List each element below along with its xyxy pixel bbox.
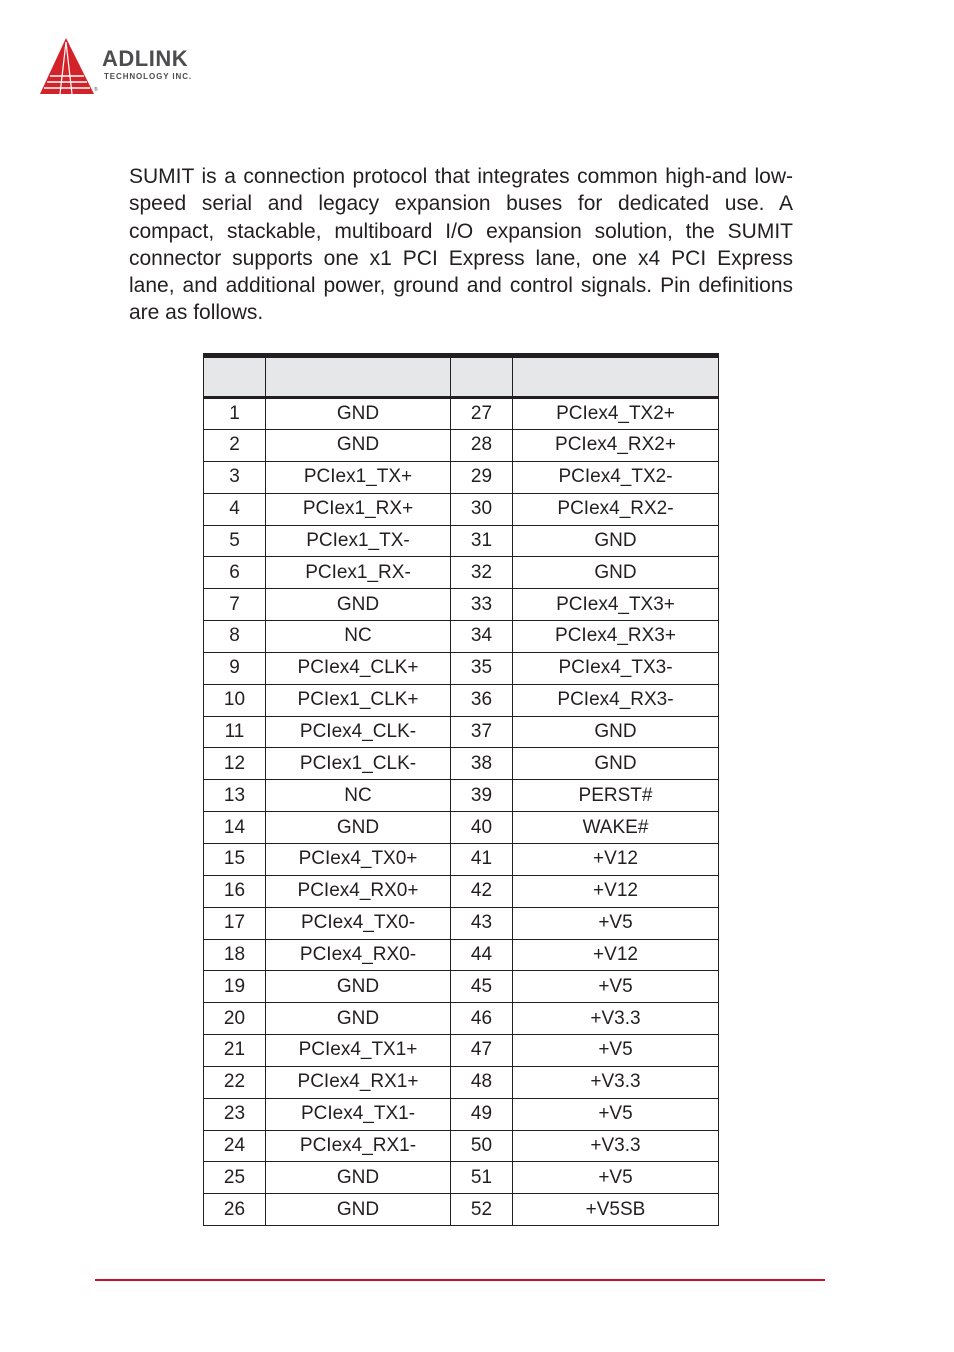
cell-pin-right: 28 [451,430,513,462]
cell-signal-right: +V12 [513,875,719,907]
table-row [204,652,719,684]
table-body [204,398,719,1226]
cell-pin-right: 27 [451,398,513,430]
cell-signal-left: PCIex4_CLK- [266,716,451,748]
table-row [204,875,719,907]
cell-signal-left: PCIex1_RX+ [266,493,451,525]
cell-signal-right: PCIex4_TX2+ [513,398,719,430]
header-signal-1 [266,356,451,398]
table-row [204,684,719,716]
table-row [204,1098,719,1130]
table-row [204,461,719,493]
registered-mark: ® [94,87,98,93]
table-row [204,971,719,1003]
cell-pin-left: 24 [204,1130,266,1162]
cell-signal-right: +V3.3 [513,1003,719,1035]
cell-signal-right: GND [513,557,719,589]
cell-signal-left: PCIex1_TX+ [266,461,451,493]
cell-signal-right: PCIex4_RX2+ [513,430,719,462]
cell-pin-right: 32 [451,557,513,589]
cell-pin-left: 19 [204,971,266,1003]
table-row [204,939,719,971]
cell-signal-right: GND [513,748,719,780]
adlink-logo [38,36,238,100]
cell-pin-right: 50 [451,1130,513,1162]
cell-signal-left: GND [266,1194,451,1226]
cell-signal-right: +V12 [513,843,719,875]
cell-pin-right: 29 [451,461,513,493]
cell-pin-left: 17 [204,907,266,939]
cell-signal-right: +V5 [513,1035,719,1067]
cell-pin-right: 47 [451,1035,513,1067]
table-row [204,557,719,589]
cell-pin-left: 23 [204,1098,266,1130]
cell-pin-left: 22 [204,1066,266,1098]
table-row [204,780,719,812]
cell-signal-left: GND [266,589,451,621]
table-row [204,1066,719,1098]
cell-pin-left: 26 [204,1194,266,1226]
cell-pin-right: 40 [451,812,513,844]
table-row [204,1035,719,1067]
cell-signal-right: +V5 [513,971,719,1003]
cell-signal-left: GND [266,1003,451,1035]
cell-pin-right: 48 [451,1066,513,1098]
cell-pin-right: 37 [451,716,513,748]
cell-signal-right: PCIex4_RX3- [513,684,719,716]
table-row [204,525,719,557]
cell-signal-left: PCIex4_TX0+ [266,843,451,875]
cell-signal-left: PCIex4_RX0- [266,939,451,971]
cell-signal-right: GND [513,716,719,748]
cell-signal-right: +V3.3 [513,1130,719,1162]
cell-pin-left: 21 [204,1035,266,1067]
cell-signal-right: +V3.3 [513,1066,719,1098]
adlink-triangle-icon [38,36,100,98]
cell-signal-left: PCIex4_TX1+ [266,1035,451,1067]
cell-pin-left: 1 [204,398,266,430]
cell-signal-left: GND [266,430,451,462]
table-row [204,589,719,621]
cell-pin-left: 12 [204,748,266,780]
cell-pin-left: 16 [204,875,266,907]
cell-pin-right: 34 [451,621,513,653]
cell-signal-right: +V5 [513,907,719,939]
table-row [204,1130,719,1162]
cell-pin-left: 2 [204,430,266,462]
table-row [204,1194,719,1226]
cell-signal-right: PCIex4_TX3+ [513,589,719,621]
cell-signal-left: GND [266,1162,451,1194]
cell-pin-right: 49 [451,1098,513,1130]
cell-signal-right: GND [513,525,719,557]
cell-pin-left: 7 [204,589,266,621]
cell-signal-left: PCIex4_RX1+ [266,1066,451,1098]
header-pin-2 [451,356,513,398]
cell-signal-right: PCIex4_TX2- [513,461,719,493]
cell-signal-left: PCIex4_TX0- [266,907,451,939]
cell-signal-left: PCIex1_CLK- [266,748,451,780]
cell-signal-left: PCIex1_RX- [266,557,451,589]
brand-subtitle: TECHNOLOGY INC. [104,72,193,81]
cell-signal-right: PERST# [513,780,719,812]
header-signal-2 [513,356,719,398]
cell-pin-left: 14 [204,812,266,844]
footer-rule [95,1279,825,1281]
cell-signal-left: PCIex4_RX1- [266,1130,451,1162]
cell-pin-left: 20 [204,1003,266,1035]
cell-pin-right: 43 [451,907,513,939]
cell-pin-right: 42 [451,875,513,907]
table-row [204,493,719,525]
cell-signal-left: PCIex1_TX- [266,525,451,557]
table-row [204,907,719,939]
cell-pin-right: 35 [451,652,513,684]
cell-pin-right: 46 [451,1003,513,1035]
cell-signal-right: +V5 [513,1162,719,1194]
cell-pin-right: 36 [451,684,513,716]
cell-signal-left: GND [266,971,451,1003]
cell-signal-right: PCIex4_TX3- [513,652,719,684]
cell-pin-right: 44 [451,939,513,971]
cell-pin-left: 25 [204,1162,266,1194]
cell-pin-left: 9 [204,652,266,684]
cell-signal-right: +V12 [513,939,719,971]
cell-pin-left: 4 [204,493,266,525]
cell-pin-right: 51 [451,1162,513,1194]
cell-signal-right: +V5SB [513,1194,719,1226]
cell-signal-left: PCIex4_TX1- [266,1098,451,1130]
table-row [204,812,719,844]
cell-pin-left: 6 [204,557,266,589]
intro-paragraph: SUMIT is a connection protocol that integrates common high-and low-speed serial and legacy expansion buses for dedicated use. A compact, stackable, multiboard I/O expansion solution, the SUMIT connector supports one x1 PCI Express lane, one x4 PCI Express lane, and additional power, ground and control signals. Pin definitions are as follows. [129,165,793,325]
cell-signal-left: NC [266,780,451,812]
cell-pin-left: 3 [204,461,266,493]
cell-pin-left: 15 [204,843,266,875]
cell-signal-left: NC [266,621,451,653]
cell-pin-left: 11 [204,716,266,748]
table-row [204,748,719,780]
cell-pin-right: 30 [451,493,513,525]
sumit-pin-table [203,353,719,1226]
cell-pin-right: 52 [451,1194,513,1226]
table-row [204,1003,719,1035]
cell-signal-right: +V5 [513,1098,719,1130]
cell-pin-right: 38 [451,748,513,780]
table-row [204,621,719,653]
cell-pin-right: 33 [451,589,513,621]
header-pin-1 [204,356,266,398]
cell-pin-right: 39 [451,780,513,812]
cell-pin-left: 5 [204,525,266,557]
cell-signal-right: PCIex4_RX3+ [513,621,719,653]
table-row [204,1162,719,1194]
cell-pin-left: 13 [204,780,266,812]
cell-pin-left: 10 [204,684,266,716]
cell-signal-left: PCIex4_RX0+ [266,875,451,907]
cell-pin-left: 8 [204,621,266,653]
cell-pin-right: 45 [451,971,513,1003]
cell-pin-right: 41 [451,843,513,875]
cell-signal-left: GND [266,812,451,844]
cell-signal-left: PCIex4_CLK+ [266,652,451,684]
table-row [204,843,719,875]
cell-pin-right: 31 [451,525,513,557]
cell-signal-right: PCIex4_RX2- [513,493,719,525]
table-row [204,398,719,430]
cell-signal-left: GND [266,398,451,430]
table-header-row [204,356,719,398]
table-row [204,716,719,748]
table-row [204,430,719,462]
cell-pin-left: 18 [204,939,266,971]
brand-name: ADLINK [102,46,189,71]
cell-signal-left: PCIex1_CLK+ [266,684,451,716]
cell-signal-right: WAKE# [513,812,719,844]
